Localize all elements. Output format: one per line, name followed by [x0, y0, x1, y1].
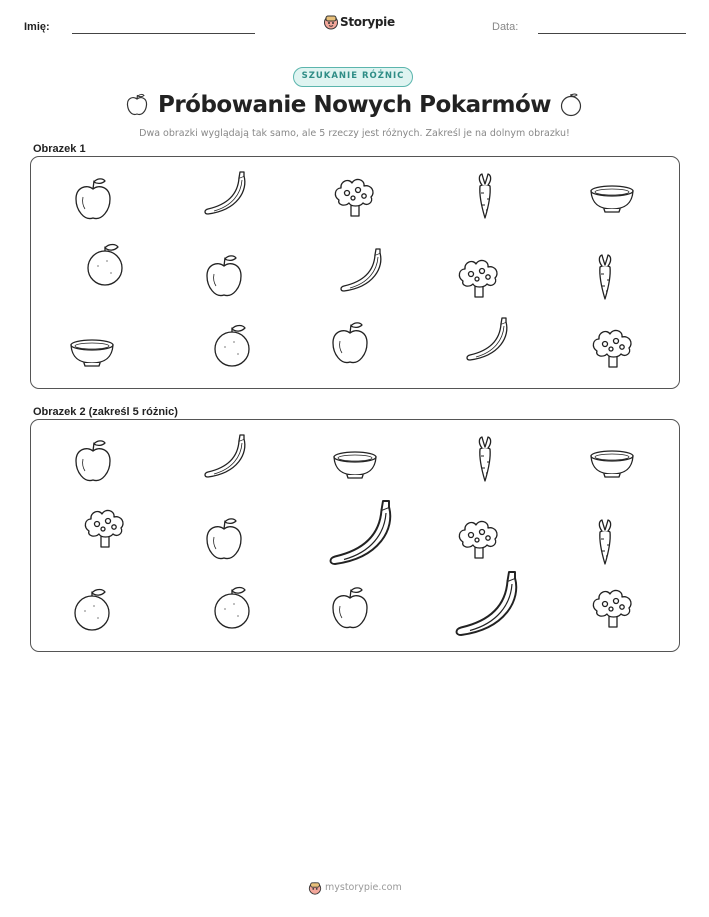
picture2-label: Obrazek 2 (zakreśl 5 różnic): [33, 406, 178, 418]
apple-icon[interactable]: [207, 255, 241, 295]
apple-icon[interactable]: [333, 587, 367, 627]
carrot-icon[interactable]: [479, 174, 490, 218]
activity-badge: SZUKANIE RÓŻNIC: [293, 67, 413, 87]
carrot-icon[interactable]: [599, 255, 610, 299]
carrot-icon[interactable]: [479, 437, 490, 481]
orange-icon[interactable]: [215, 587, 249, 628]
brand-name: Storypie: [340, 15, 395, 29]
orange-icon[interactable]: [75, 589, 109, 630]
broccoli-icon[interactable]: [459, 260, 497, 297]
bowl-icon[interactable]: [591, 451, 633, 477]
broccoli-icon[interactable]: [593, 330, 631, 367]
instructions: Dwa obrazki wyglądają tak samo, ale 5 rzeczy jest różnych. Zakreśl je na dolnym obrazku!: [139, 128, 570, 139]
picture1-frame[interactable]: [30, 156, 680, 389]
bowl-icon[interactable]: [591, 186, 633, 212]
broccoli-icon[interactable]: [459, 521, 497, 558]
name-line[interactable]: [72, 33, 255, 34]
broccoli-icon[interactable]: [593, 590, 631, 627]
picture2-scene: [30, 419, 680, 652]
footer-url[interactable]: mystorypie.com: [325, 882, 402, 893]
footer-logo-icon: [308, 880, 322, 894]
apple-icon[interactable]: [333, 322, 367, 362]
orange-icon: [558, 92, 584, 118]
date-label: Data:: [492, 21, 519, 33]
banana-icon[interactable]: [205, 435, 245, 477]
bowl-icon[interactable]: [334, 452, 376, 478]
banana-icon[interactable]: [341, 249, 381, 291]
picture1-scene: [30, 156, 680, 389]
bowl-icon[interactable]: [71, 340, 113, 366]
page-title: Próbowanie Nowych Pokarmów: [157, 92, 552, 118]
broccoli-icon[interactable]: [335, 179, 373, 216]
apple-icon[interactable]: [76, 440, 110, 480]
broccoli-icon[interactable]: [85, 510, 123, 547]
large-banana-icon[interactable]: [456, 572, 516, 635]
picture2-frame[interactable]: [30, 419, 680, 652]
date-line[interactable]: [538, 33, 686, 34]
name-label: Imię:: [24, 21, 50, 33]
apple-icon[interactable]: [207, 518, 241, 558]
banana-icon[interactable]: [467, 318, 507, 360]
apple-icon[interactable]: [76, 178, 110, 218]
orange-icon[interactable]: [88, 244, 122, 285]
large-banana-icon[interactable]: [330, 501, 390, 564]
banana-icon[interactable]: [205, 172, 245, 214]
orange-icon[interactable]: [215, 325, 249, 366]
carrot-icon[interactable]: [599, 520, 610, 564]
picture1-label: Obrazek 1: [33, 143, 86, 155]
storypie-logo-icon: [323, 14, 339, 30]
